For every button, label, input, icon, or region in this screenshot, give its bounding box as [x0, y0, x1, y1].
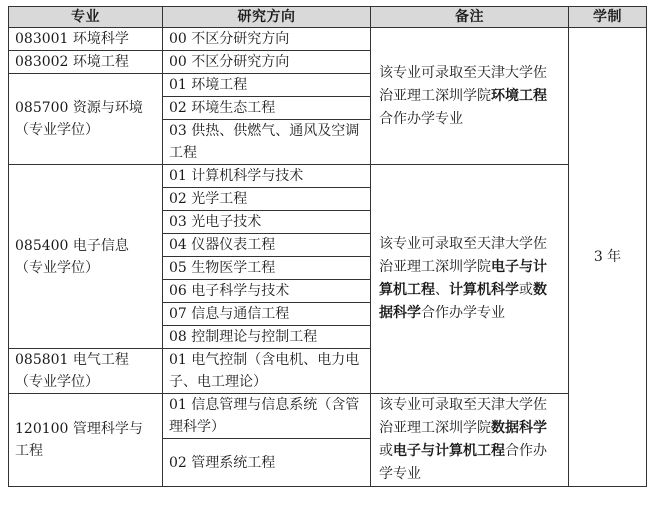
- remark-text: 或: [519, 282, 533, 298]
- major-cell: 083002 环境工程: [9, 51, 163, 74]
- program-table: [8, 6, 647, 487]
- direction-cell: 04 仪器仪表工程: [163, 234, 371, 257]
- major-cell: [9, 349, 163, 394]
- remark-text: 该专业可录取至天津大学佐治亚理工深圳学院: [379, 64, 547, 104]
- direction-cell: 03 供热、供燃气、通风及空调工程: [163, 120, 371, 165]
- remark-program: 数据科学: [491, 420, 547, 436]
- remark-program: 计算机科学: [449, 282, 519, 298]
- table-row: [9, 165, 647, 188]
- remark-program: 电子与计算机工程: [393, 443, 505, 459]
- major-code-name: 085400 电子信息: [15, 237, 129, 254]
- direction-cell: 02 环境生态工程: [163, 97, 371, 120]
- remark-text: 合作办学专业: [379, 110, 463, 127]
- remark-text: 、: [435, 282, 449, 298]
- remark-text: 合作办学专业: [421, 305, 505, 321]
- direction-cell: 00 不区分研究方向: [163, 28, 371, 51]
- header-duration: 学制: [569, 7, 647, 28]
- major-cell: 083001 环境科学: [9, 28, 163, 51]
- direction-cell: 06 电子科学与技术: [163, 280, 371, 303]
- direction-cell: 07 信息与通信工程: [163, 303, 371, 326]
- header-row: [9, 7, 647, 28]
- direction-cell: 03 光电子技术: [163, 211, 371, 234]
- duration-cell: 3 年: [569, 28, 647, 487]
- direction-cell: 01 环境工程: [163, 74, 371, 97]
- remark-text: 或: [379, 443, 393, 459]
- remark-program: 环境工程: [491, 87, 547, 104]
- remark-text: 合作办学专业: [379, 443, 547, 482]
- major-type: （专业学位）: [15, 122, 99, 138]
- major-code-name: 085700 资源与环境: [15, 100, 143, 116]
- major-type: （专业学位）: [15, 374, 99, 390]
- major-cell: [9, 74, 163, 165]
- header-remarks: 备注: [371, 7, 569, 28]
- direction-cell: 01 计算机科学与技术: [163, 165, 371, 188]
- direction-cell: 08 控制理论与控制工程: [163, 326, 371, 349]
- major-cell: 120100 管理科学与工程: [9, 394, 163, 487]
- remarks-cell-electronic: [371, 165, 569, 394]
- direction-cell: 01 信息管理与信息系统（含管理科学）: [163, 394, 371, 439]
- remark-program: 数据科学: [379, 282, 547, 321]
- direction-cell: 02 管理系统工程: [163, 439, 371, 487]
- direction-cell: 05 生物医学工程: [163, 257, 371, 280]
- remark-program: 电子与计算机工程: [379, 259, 547, 298]
- header-major: 专业: [9, 7, 163, 28]
- remarks-cell-env: [371, 28, 569, 165]
- direction-cell: 02 光学工程: [163, 188, 371, 211]
- direction-cell: 01 电气控制（含电机、电力电子、电工理论）: [163, 349, 371, 394]
- remark-text: 该专业可录取至天津大学佐治亚理工深圳学院: [379, 236, 547, 275]
- remark-text: 该专业可录取至天津大学佐治亚理工深圳学院: [379, 397, 547, 436]
- remarks-cell-management: [371, 394, 569, 487]
- table-row: [9, 28, 647, 51]
- major-cell: [9, 165, 163, 349]
- major-type: （专业学位）: [15, 259, 99, 276]
- header-direction: 研究方向: [163, 7, 371, 28]
- major-code-name: 085801 电气工程: [15, 352, 129, 368]
- direction-cell: 00 不区分研究方向: [163, 51, 371, 74]
